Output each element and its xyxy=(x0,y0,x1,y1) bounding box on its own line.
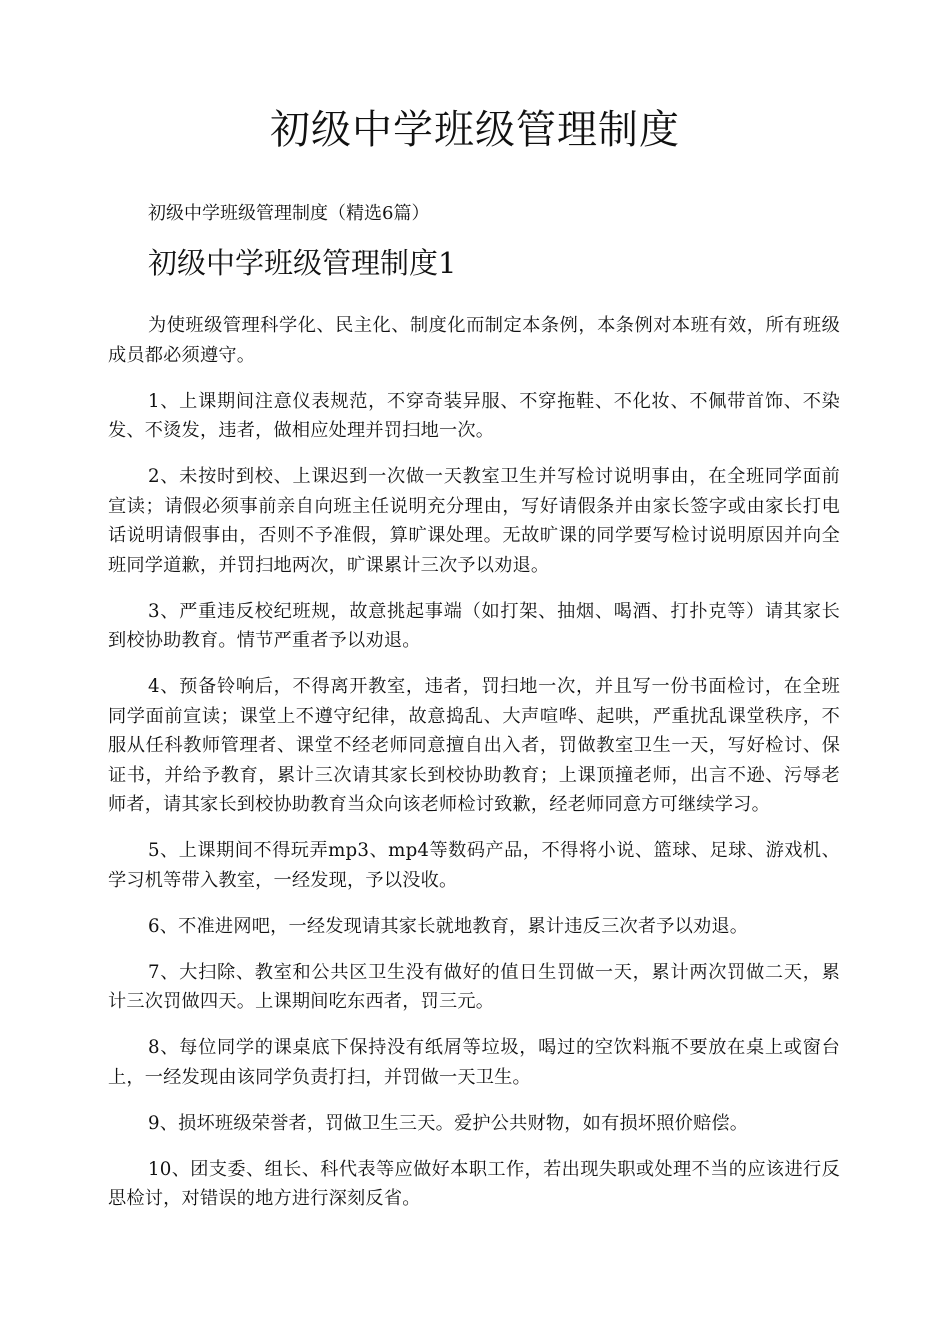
paragraph-rule-10: 10、团支委、组长、科代表等应做好本职工作，若出现失职或处理不当的应该进行反思检讨，对错误的地方进行深刻反省。 xyxy=(108,1158,840,1209)
section-heading: 初级中学班级管理制度1 xyxy=(148,246,457,280)
paragraph-rule-8: 8、每位同学的课桌底下保持没有纸屑等垃圾，喝过的空饮料瓶不要放在桌上或窗台上，一经发现由该同学负责打扫，并罚做一天卫生。 xyxy=(108,1037,840,1088)
document-title: 初级中学班级管理制度 xyxy=(270,107,680,153)
paragraph-rule-5: 5、上课期间不得玩弄mp3、mp4等数码产品，不得将小说、篮球、足球、游戏机、学习机等带入教室，一经发现，予以没收。 xyxy=(108,840,840,891)
paragraph-rule-9: 9、损坏班级荣誉者，罚做卫生三天。爱护公共财物，如有损坏照价赔偿。 xyxy=(148,1112,749,1134)
document-subtitle: 初级中学班级管理制度（精选6篇） xyxy=(148,203,430,224)
paragraph-rule-4: 4、预备铃响后，不得离开教室，违者，罚扫地一次，并且写一份书面检讨，在全班同学面前宣读；课堂上不遵守纪律，故意捣乱、大声喧哗、起哄，严重扰乱课堂秩序，不服从任科教师管理者、课堂不经老师同意擅自出入者，罚做教室卫生一天，写好检讨、保证书，并给予教育，累计三次请其家长到校协助教育；上课顶撞老师，出言不逊、污辱老师者，请其家长到校协助教育当众向该老师检讨致歉，经老师同意方可继续学习。 xyxy=(108,676,840,815)
document-body xyxy=(108,311,840,1230)
paragraph-rule-2: 2、未按时到校、上课迟到一次做一天教室卫生并写检讨说明事由，在全班同学面前宣读；请假必须事前亲自向班主任说明充分理由，写好请假条并由家长签字或由家长打电话说明请假事由，否则不予准假，算旷课处理。无故旷课的同学要写检讨说明原因并向全班同学道歉，并罚扫地两次，旷课累计三次予以劝退。 xyxy=(108,466,840,576)
paragraph-rule-1: 1、上课期间注意仪表规范，不穿奇装异服、不穿拖鞋、不化妆、不佩带首饰、不染发、不烫发，违者，做相应处理并罚扫地一次。 xyxy=(108,390,840,441)
paragraph-rule-3: 3、严重违反校纪班规，故意挑起事端（如打架、抽烟、喝酒、打扑克等）请其家长到校协助教育。情节严重者予以劝退。 xyxy=(108,600,840,651)
paragraph-rule-7: 7、大扫除、教室和公共区卫生没有做好的值日生罚做一天，累计两次罚做二天，累计三次罚做四天。上课期间吃东西者，罚三元。 xyxy=(108,961,840,1012)
paragraph-rule-6: 6、不准进网吧，一经发现请其家长就地教育，累计违反三次者予以劝退。 xyxy=(148,915,749,937)
paragraph-intro: 为使班级管理科学化、民主化、制度化而制定本条例，本条例对本班有效，所有班级成员都必须遵守。 xyxy=(108,315,840,366)
